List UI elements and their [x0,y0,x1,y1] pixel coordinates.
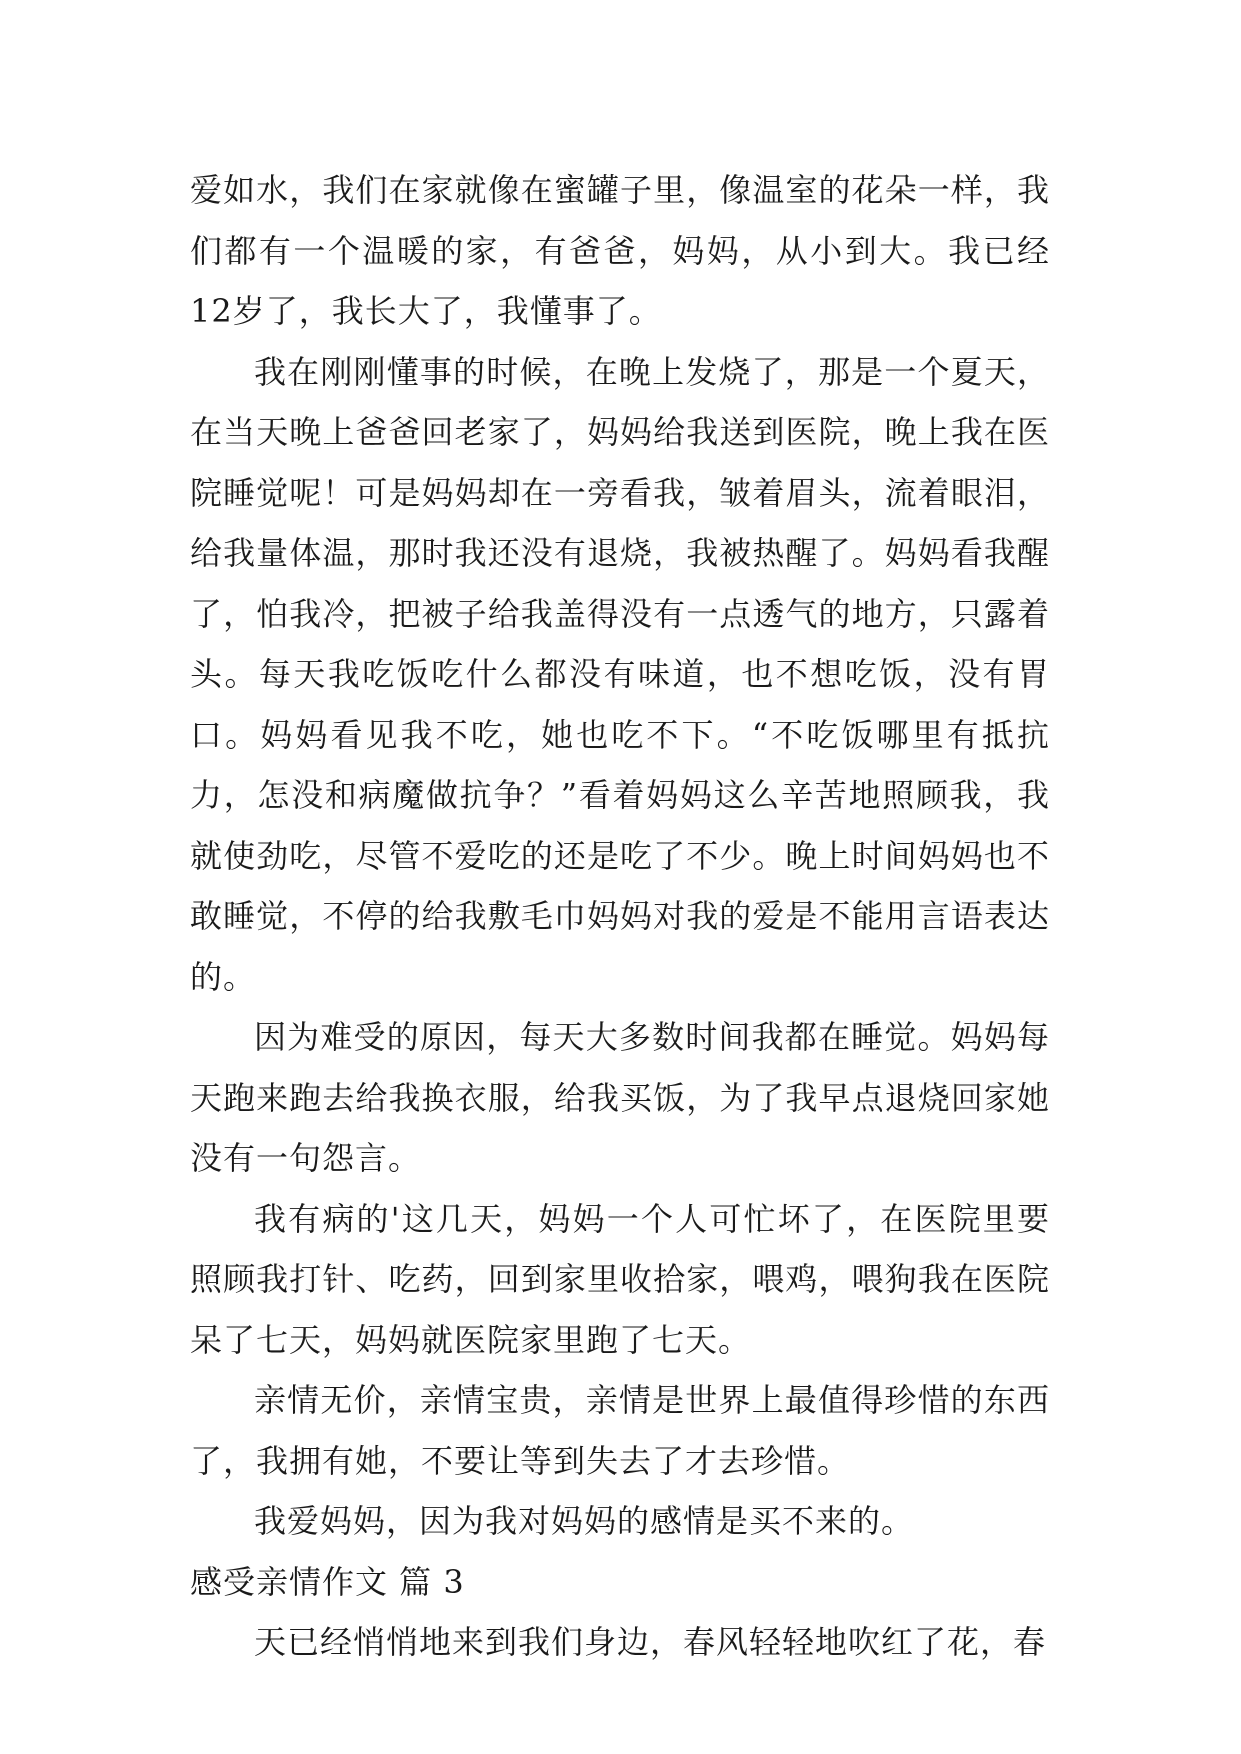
paragraph-6: 我爱妈妈，因为我对妈妈的感情是买不来的。 [254,1502,915,1540]
paragraph-3: 因为难受的原因，每天大多数时间我都在睡觉。妈妈每天跑来跑去给我换衣服，给我买饭，为了我早点退烧回家她没有一句怨言。 [190,1018,1050,1177]
paragraph-2: 我在刚刚懂事的时候，在晚上发烧了，那是一个夏天，在当天晚上爸爸回老家了，妈妈给我送到医院，晚上我在医院睡觉呢！可是妈妈却在一旁看我，皱着眉头，流着眼泪，给我量体温，那时我还没有退烧，我被热醒了。妈妈看我醒了，怕我冷，把被子给我盖得没有一点透气的地方，只露着头。每天我吃饭吃什么都没有味道，也不想吃饭，没有胃口。妈妈看见我不吃，她也吃不下。“不吃饭哪里有抵抗力，怎没和病魔做抗争？”看着妈妈这么辛苦地照顾我，我就使劲吃，尽管不爱吃的还是吃了不少。晚上时间妈妈也不敢睡觉，不停的给我敷毛巾妈妈对我的爱是不能用言语表达的。 [190,352,1050,996]
paragraph-5: 亲情无价，亲情宝贵，亲情是世界上最值得珍惜的东西了，我拥有她，不要让等到失去了才去珍惜。 [190,1381,1050,1480]
document-page [190,160,1050,1673]
paragraph-1: 爱如水，我们在家就像在蜜罐子里，像温室的花朵一样，我们都有一个温暖的家，有爸爸，妈妈，从小到大。我已经12岁了，我长大了，我懂事了。 [190,171,1050,330]
section-heading: 感受亲情作文 篇 3 [190,1562,465,1601]
paragraph-4: 我有病的'这几天，妈妈一个人可忙坏了，在医院里要照顾我打针、吃药，回到家里收拾家，喂鸡，喂狗我在医院呆了七天，妈妈就医院家里跑了七天。 [190,1199,1050,1359]
paragraph-7: 天已经悄悄地来到我们身边，春风轻轻地吹红了花，春 [254,1623,1047,1661]
